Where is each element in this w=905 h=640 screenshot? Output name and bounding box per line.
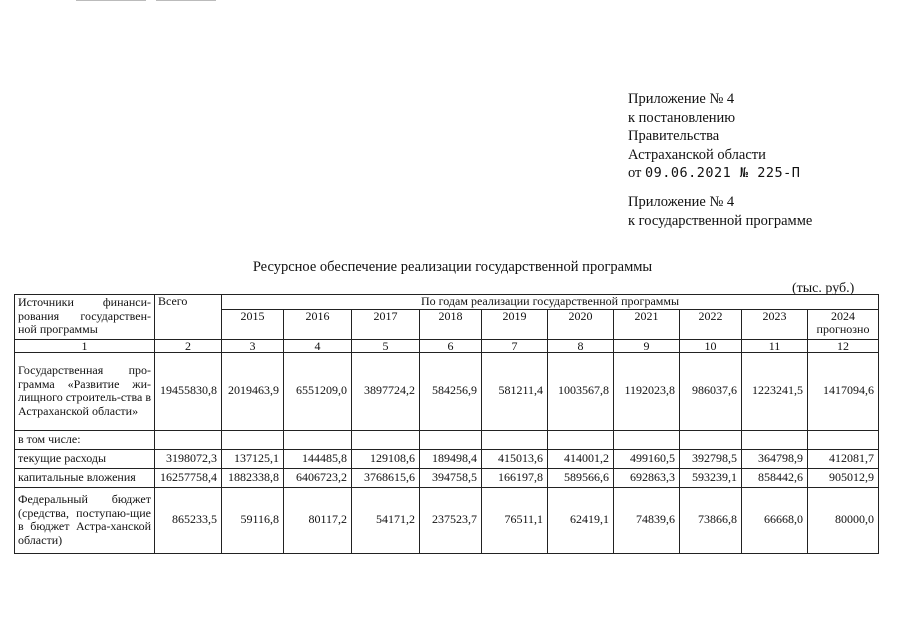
table-cell bbox=[808, 430, 879, 449]
table-cell bbox=[680, 430, 742, 449]
table-cell bbox=[482, 430, 548, 449]
table-cell bbox=[284, 430, 352, 449]
table-body bbox=[15, 352, 879, 553]
table-cell: 865233,5 bbox=[155, 487, 222, 553]
table-row bbox=[15, 449, 879, 468]
year-header: 2019 bbox=[482, 309, 548, 339]
year-header: 2018 bbox=[420, 309, 482, 339]
table-cell bbox=[222, 430, 284, 449]
appendix-line: к государственной программе bbox=[628, 212, 813, 229]
year-header: 2016 bbox=[284, 309, 352, 339]
total-header: Всего bbox=[155, 295, 222, 340]
table-cell: 593239,1 bbox=[680, 468, 742, 487]
units-note: (тыс. руб.) bbox=[792, 281, 855, 296]
table-cell: 986037,6 bbox=[680, 352, 742, 430]
year-header: 2015 bbox=[222, 309, 284, 339]
table-cell: 584256,9 bbox=[420, 352, 482, 430]
table-cell: 237523,7 bbox=[420, 487, 482, 553]
column-number: 4 bbox=[284, 339, 352, 352]
table-cell: 499160,5 bbox=[614, 449, 680, 468]
table-cell: 80000,0 bbox=[808, 487, 879, 553]
table-cell: 1003567,8 bbox=[548, 352, 614, 430]
table-cell: 59116,8 bbox=[222, 487, 284, 553]
table-cell: 3768615,6 bbox=[352, 468, 420, 487]
table-cell: 1882338,8 bbox=[222, 468, 284, 487]
column-number: 11 bbox=[742, 339, 808, 352]
table-cell: 392798,5 bbox=[680, 449, 742, 468]
row-label: капитальные вложения bbox=[15, 468, 155, 487]
year-header: 2022 bbox=[680, 309, 742, 339]
table-cell bbox=[614, 430, 680, 449]
row-label: Государственная про-грамма «Развитие жи-лищного строитель-ства в Астраханской области» bbox=[15, 352, 155, 430]
appendix-line: Приложение № 4 bbox=[628, 194, 735, 210]
column-number: 6 bbox=[420, 339, 482, 352]
scan-artifact-line bbox=[156, 0, 216, 1]
row-label: Федеральный бюджет (средства, поступаю-щие в бюджет Астра-ханской области) bbox=[15, 487, 155, 553]
table-cell: 129108,6 bbox=[352, 449, 420, 468]
appendix-line: к постановлению bbox=[628, 109, 736, 126]
table-cell: 66668,0 bbox=[742, 487, 808, 553]
table-cell: 16257758,4 bbox=[155, 468, 222, 487]
column-number: 9 bbox=[614, 339, 680, 352]
appendix-line: Астраханской области bbox=[628, 146, 766, 163]
table-cell: 415013,6 bbox=[482, 449, 548, 468]
source-header: Источники финанси-рования государствен-ной программы bbox=[15, 295, 155, 340]
year-header: 2021 bbox=[614, 309, 680, 339]
years-header: По годам реализации государственной программы bbox=[222, 295, 879, 310]
appendix-line: Правительства bbox=[628, 128, 720, 144]
year-header: 2023 bbox=[742, 309, 808, 339]
date-value: 09.06.2021 № 225-П bbox=[645, 165, 801, 181]
table-cell: 2019463,9 bbox=[222, 352, 284, 430]
resolution-appendix-block bbox=[628, 90, 800, 183]
column-number: 3 bbox=[222, 339, 284, 352]
table-row bbox=[15, 430, 879, 449]
column-number: 8 bbox=[548, 339, 614, 352]
row-label: текущие расходы bbox=[15, 449, 155, 468]
table-cell: 6551209,0 bbox=[284, 352, 352, 430]
column-number: 12 bbox=[808, 339, 879, 352]
table-cell: 74839,6 bbox=[614, 487, 680, 553]
column-numbers-row bbox=[15, 339, 879, 352]
table-cell: 589566,6 bbox=[548, 468, 614, 487]
table-cell: 692863,3 bbox=[614, 468, 680, 487]
row-label: в том числе: bbox=[15, 430, 155, 449]
year-header: 2020 bbox=[548, 309, 614, 339]
table-cell: 73866,8 bbox=[680, 487, 742, 553]
forecast-note: прогнозно bbox=[816, 322, 870, 336]
table-cell: 54171,2 bbox=[352, 487, 420, 553]
table-cell bbox=[155, 430, 222, 449]
appendix-date-line bbox=[628, 164, 800, 183]
table-cell: 19455830,8 bbox=[155, 352, 222, 430]
column-number: 7 bbox=[482, 339, 548, 352]
table-cell: 80117,2 bbox=[284, 487, 352, 553]
scan-artifact-line bbox=[76, 0, 146, 1]
table-cell: 1223241,5 bbox=[742, 352, 808, 430]
table-row bbox=[15, 352, 879, 430]
table-cell: 76511,1 bbox=[482, 487, 548, 553]
table-cell: 6406723,2 bbox=[284, 468, 352, 487]
table-cell bbox=[352, 430, 420, 449]
table-cell: 412081,7 bbox=[808, 449, 879, 468]
table-cell: 189498,4 bbox=[420, 449, 482, 468]
table-cell: 364798,9 bbox=[742, 449, 808, 468]
column-number: 2 bbox=[155, 339, 222, 352]
table-cell: 3897724,2 bbox=[352, 352, 420, 430]
table-cell: 414001,2 bbox=[548, 449, 614, 468]
table-cell: 137125,1 bbox=[222, 449, 284, 468]
year-header: 2017 bbox=[352, 309, 420, 339]
table-cell: 905012,9 bbox=[808, 468, 879, 487]
table-cell: 1192023,8 bbox=[614, 352, 680, 430]
table-header-row bbox=[15, 295, 879, 310]
table-cell: 3198072,3 bbox=[155, 449, 222, 468]
column-number: 1 bbox=[15, 339, 155, 352]
table-cell bbox=[420, 430, 482, 449]
appendix-line: Приложение № 4 bbox=[628, 91, 735, 107]
table-cell: 858442,6 bbox=[742, 468, 808, 487]
resource-table bbox=[14, 294, 879, 554]
table-cell: 62419,1 bbox=[548, 487, 614, 553]
date-prefix: от bbox=[628, 165, 642, 181]
document-title: Ресурсное обеспечение реализации государственной программы bbox=[252, 259, 653, 275]
year-header-forecast bbox=[808, 309, 879, 339]
column-number: 10 bbox=[680, 339, 742, 352]
table-row bbox=[15, 487, 879, 553]
table-cell: 1417094,6 bbox=[808, 352, 879, 430]
program-appendix-block bbox=[628, 193, 812, 230]
table-cell: 581211,4 bbox=[482, 352, 548, 430]
table-cell: 394758,5 bbox=[420, 468, 482, 487]
table-cell: 144485,8 bbox=[284, 449, 352, 468]
year-label: 2024 bbox=[831, 308, 855, 323]
table-row bbox=[15, 468, 879, 487]
table-cell bbox=[742, 430, 808, 449]
column-number: 5 bbox=[352, 339, 420, 352]
table-cell: 166197,8 bbox=[482, 468, 548, 487]
table-cell bbox=[548, 430, 614, 449]
